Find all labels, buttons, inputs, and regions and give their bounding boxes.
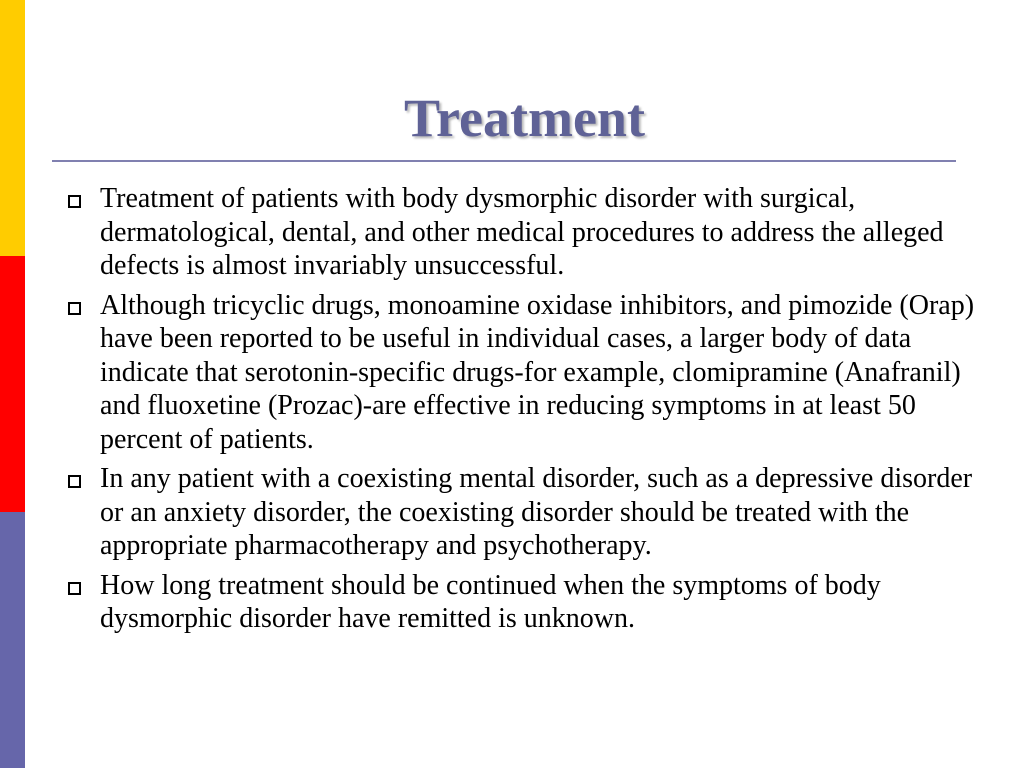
bullet-item (60, 569, 990, 636)
slide-title: Treatment (404, 88, 645, 148)
square-bullet-icon (68, 302, 81, 315)
bullet-list (60, 182, 990, 642)
purple-stripe (0, 512, 25, 768)
bullet-text: Treatment of patients with body dysmorphic disorder with surgical, dermatological, dental, and other medical procedures to address the alleged defects is almost invariably unsuccessful. (100, 183, 944, 281)
side-color-bar (0, 0, 25, 768)
title-divider (52, 160, 956, 162)
bullet-item (60, 289, 990, 457)
red-stripe (0, 256, 25, 512)
bullet-item (60, 462, 990, 563)
bullet-text: How long treatment should be continued when the symptoms of body dysmorphic disorder have remitted is unknown. (100, 569, 881, 634)
bullet-text: In any patient with a coexisting mental disorder, such as a depressive disorder or an anxiety disorder, the coexisting disorder should be treated with the appropriate pharmacotherapy and psychotherapy. (100, 463, 973, 561)
bullet-text: Although tricyclic drugs, monoamine oxidase inhibitors, and pimozide (Orap) have been reported to be useful in individual cases, a larger body of data indicate that serotonin-specific drugs-for example, clomipramine (Anafranil) and fluoxetine (Prozac)-are effective in reducing symptoms in at least 50 percent of patients. (100, 289, 975, 455)
square-bullet-icon (68, 195, 81, 208)
bullet-item (60, 182, 990, 283)
square-bullet-icon (68, 582, 81, 595)
yellow-stripe (0, 0, 25, 256)
square-bullet-icon (68, 475, 81, 488)
